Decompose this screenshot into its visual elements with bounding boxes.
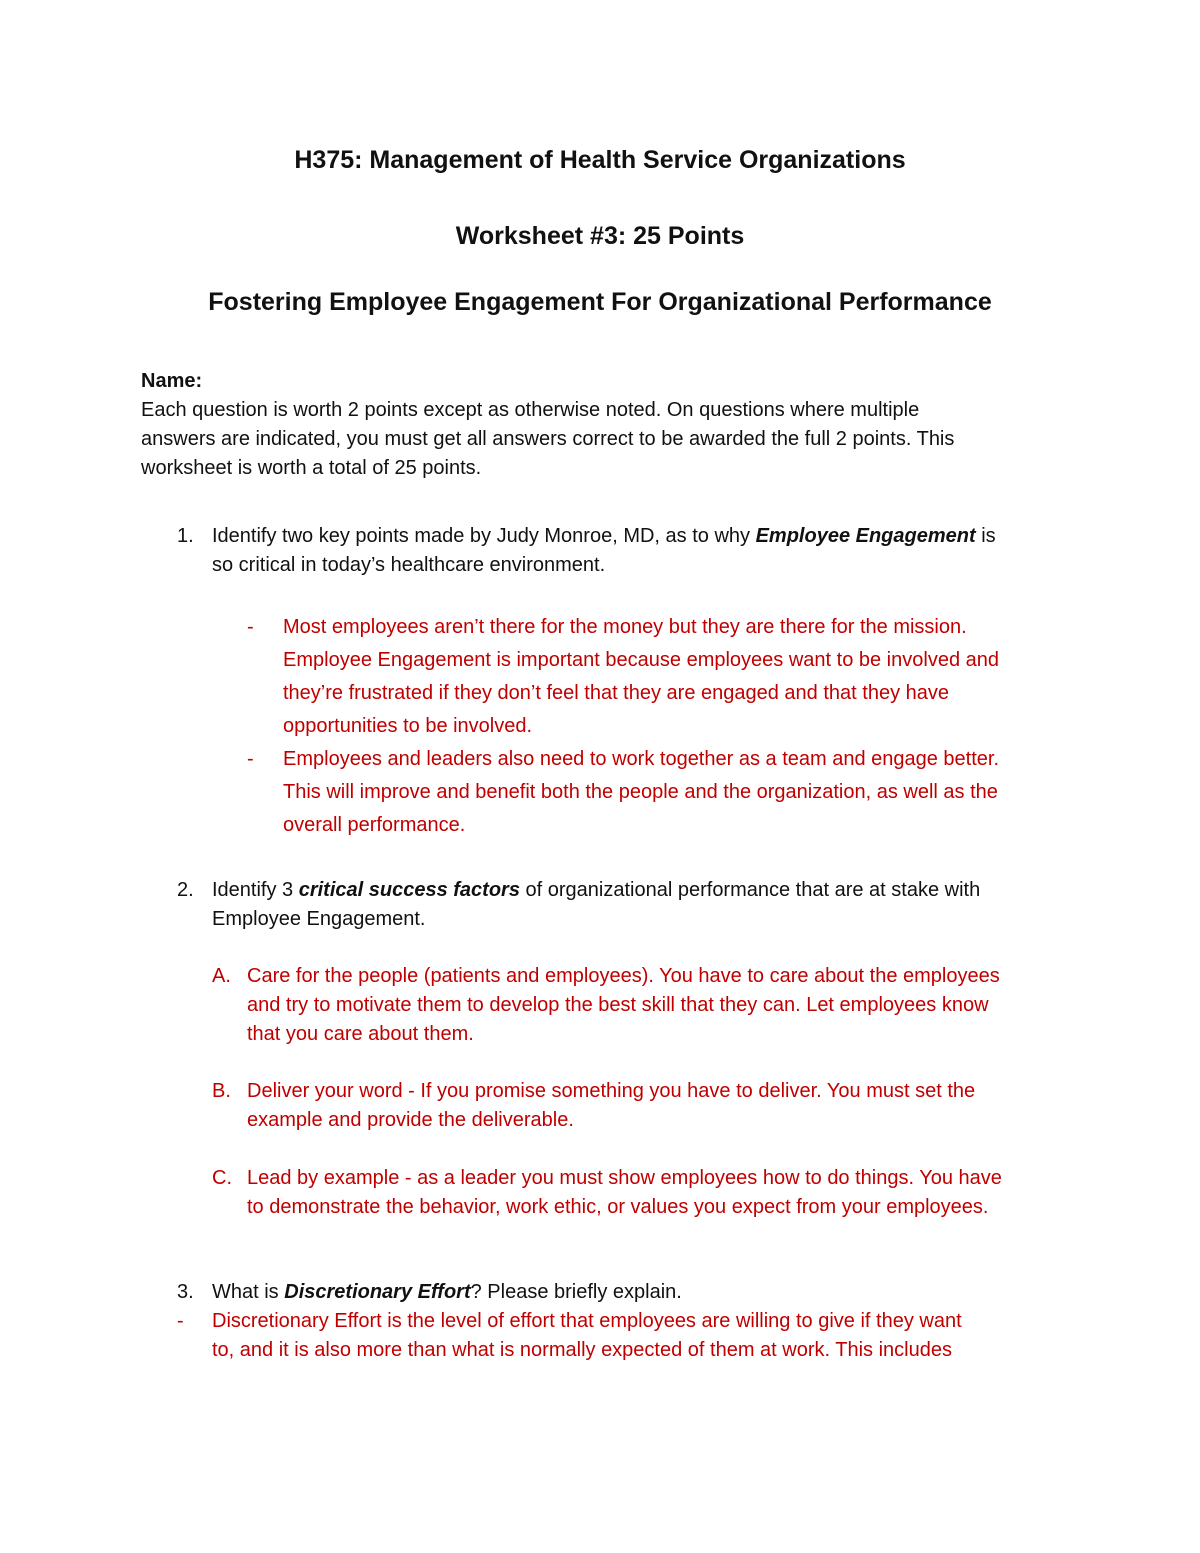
answer-bullet: -	[177, 1310, 184, 1332]
question-1-line1: Identify two key points made by Judy Monroe, MD, as to why Employee Engagement is	[212, 525, 996, 547]
answer-line: they’re frustrated if they don’t feel that they are engaged and that they have	[283, 682, 949, 704]
answer-line: Care for the people (patients and employees). You have to care about the employees	[247, 965, 1000, 987]
intro-line: worksheet is worth a total of 25 points.	[141, 457, 482, 479]
answer-line: Lead by example - as a leader you must show employees how to do things. You have	[247, 1167, 1002, 1189]
emphasis-term: Employee Engagement	[755, 525, 976, 547]
course-title: H375: Management of Health Service Organizations	[294, 146, 906, 174]
answer-line: Employee Engagement is important because employees want to be involved and	[283, 649, 999, 671]
intro-line: answers are indicated, you must get all answers correct to be awarded the full 2 points. This	[141, 428, 955, 450]
answer-line: opportunities to be involved.	[283, 715, 533, 737]
answer-line: Employees and leaders also need to work together as a team and engage better.	[283, 748, 1000, 770]
answer-line: to, and it is also more than what is normally expected of them at work. This includes	[212, 1339, 952, 1361]
question-2-line1: Identify 3 critical success factors of organizational performance that are at stake with	[212, 879, 981, 901]
answer-line: that you care about them.	[247, 1023, 474, 1045]
answer-bullet: -	[247, 616, 254, 638]
question-3-line1: What is Discretionary Effort? Please briefly explain.	[212, 1281, 682, 1303]
question-number: 3.	[177, 1281, 194, 1303]
answer-line: Most employees aren’t there for the money but they are there for the mission.	[283, 616, 967, 638]
answer-line: and try to motivate them to develop the best skill that they can. Let employees know	[247, 994, 989, 1016]
answer-bullet: -	[247, 748, 254, 770]
intro-line: Each question is worth 2 points except as otherwise noted. On questions where multiple	[141, 399, 920, 421]
answer-letter: B.	[212, 1080, 231, 1102]
answer-line: example and provide the deliverable.	[247, 1109, 574, 1131]
question-2-line2: Employee Engagement.	[212, 908, 426, 930]
answer-line: Discretionary Effort is the level of effort that employees are willing to give if they want	[212, 1310, 962, 1332]
emphasis-term: Discretionary Effort	[284, 1281, 471, 1303]
name-label: Name:	[141, 370, 203, 392]
answer-line: Deliver your word - If you promise something you have to deliver. You must set the	[247, 1080, 976, 1102]
question-number: 2.	[177, 879, 194, 901]
question-1-line2: so critical in today’s healthcare environment.	[212, 554, 606, 576]
question-number: 1.	[177, 525, 194, 547]
answer-line: overall performance.	[283, 814, 466, 836]
worksheet-title: Worksheet #3: 25 Points	[455, 222, 745, 250]
answer-letter: A.	[212, 965, 231, 987]
answer-line: to demonstrate the behavior, work ethic, or values you expect from your employees.	[247, 1196, 989, 1218]
emphasis-term: critical success factors	[298, 879, 520, 901]
topic-title: Fostering Employee Engagement For Organizational Performance	[208, 288, 992, 316]
answer-letter: C.	[212, 1167, 232, 1189]
answer-line: This will improve and benefit both the people and the organization, as well as the	[283, 781, 998, 803]
